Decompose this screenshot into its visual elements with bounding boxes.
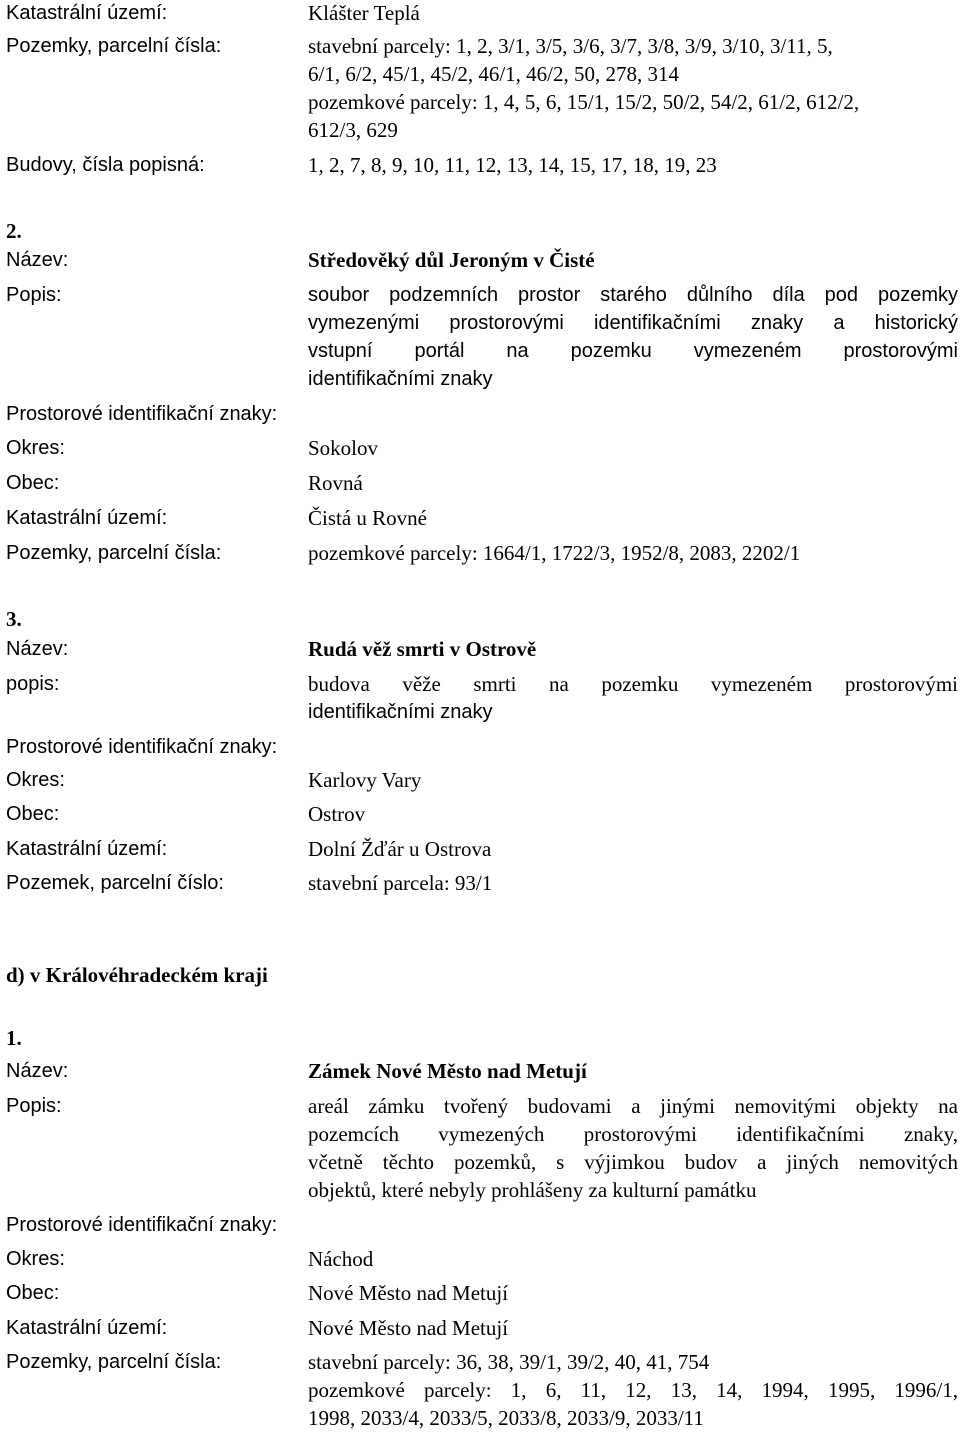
nazev-label: Název: — [6, 1060, 69, 1082]
pozemky-value: pozemkové parcely: 1664/1, 1722/3, 1952/8, 2083, 2202/1 — [308, 541, 801, 565]
obec-value: Nové Město nad Metují — [308, 1281, 509, 1305]
pozemky-line: pozemkové parcely: 1, 4, 5, 6, 15/1, 15/2, 50/2, 54/2, 61/2, 612/2, — [308, 90, 860, 114]
popis-line: soubor podzemních prostor starého důlního díla pod pozemky — [308, 284, 958, 306]
pozemky-line: stavební parcely: 36, 38, 39/1, 39/2, 40, 41, 754 — [308, 1350, 710, 1374]
pozemky-label: Pozemky, parcelní čísla: — [6, 35, 222, 57]
pozemky-line: 612/3, 629 — [308, 118, 398, 142]
item-number: 1. — [6, 1026, 22, 1050]
section-heading: d) v Královéhradeckém kraji — [6, 963, 268, 987]
nazev-label: Název: — [6, 249, 69, 271]
obec-label: Obec: — [6, 472, 60, 494]
katastralni-label: Katastrální území: — [6, 2, 168, 24]
popis-line: areál zámku tvořený budovami a jinými nemovitými objekty na — [308, 1094, 958, 1118]
popis-line: identifikačními znaky — [308, 368, 493, 390]
popis-label: Popis: — [6, 1095, 62, 1117]
budovy-value: 1, 2, 7, 8, 9, 10, 11, 12, 13, 14, 15, 17, 18, 19, 23 — [308, 153, 717, 177]
obec-value: Ostrov — [308, 802, 366, 826]
pozemek-label: Pozemek, parcelní číslo: — [6, 872, 224, 894]
obec-label: Obec: — [6, 803, 60, 825]
prostorove-label: Prostorové identifikační znaky: — [6, 1214, 278, 1236]
nazev-label: Název: — [6, 638, 69, 660]
katastralni-value: Klášter Teplá — [308, 1, 420, 25]
katastralni-label: Katastrální území: — [6, 1317, 168, 1339]
okres-label: Okres: — [6, 1248, 65, 1270]
obec-value: Rovná — [308, 471, 363, 495]
katastralni-label: Katastrální území: — [6, 838, 168, 860]
katastralni-label: Katastrální území: — [6, 507, 168, 529]
popis-line: objektů, které nebyly prohlášeny za kulturní památku — [308, 1178, 757, 1202]
popis-line: vymezenými prostorovými identifikačními znaky a historický — [308, 312, 958, 334]
popis-line: identifikačními znaky — [308, 701, 493, 723]
pozemky-line: pozemkové parcely: 1, 6, 11, 12, 13, 14, 1994, 1995, 1996/1, — [308, 1378, 958, 1402]
katastralni-value: Dolní Žďár u Ostrova — [308, 837, 492, 861]
okres-value: Sokolov — [308, 436, 379, 460]
okres-label: Okres: — [6, 437, 65, 459]
okres-value: Náchod — [308, 1247, 374, 1271]
pozemky-label: Pozemky, parcelní čísla: — [6, 542, 222, 564]
popis-line: budova věže smrti na pozemku vymezeném prostorovými — [308, 672, 958, 696]
budovy-label: Budovy, čísla popisná: — [6, 154, 205, 176]
pozemky-line: 1998, 2033/4, 2033/5, 2033/8, 2033/9, 2033/11 — [308, 1406, 704, 1430]
item-number: 2. — [6, 219, 22, 243]
popis-label: popis: — [6, 673, 60, 695]
katastralni-value: Nové Město nad Metují — [308, 1316, 509, 1340]
popis-line: včetně těchto pozemků, s výjimkou budov a jiných nemovitých — [308, 1150, 958, 1174]
katastralni-value: Čistá u Rovné — [308, 506, 427, 530]
pozemek-value: stavební parcela: 93/1 — [308, 871, 493, 895]
nazev-value: Středověký důl Jeroným v Čisté — [308, 248, 595, 272]
popis-line: vstupní portál na pozemku vymezeném prostorovými — [308, 340, 958, 362]
okres-label: Okres: — [6, 769, 65, 791]
nazev-value: Rudá věž smrti v Ostrově — [308, 637, 537, 661]
prostorove-label: Prostorové identifikační znaky: — [6, 736, 278, 758]
pozemky-label: Pozemky, parcelní čísla: — [6, 1351, 222, 1373]
popis-line: pozemcích vymezených prostorovými identifikačními znaky, — [308, 1122, 958, 1146]
pozemky-line: stavební parcely: 1, 2, 3/1, 3/5, 3/6, 3/7, 3/8, 3/9, 3/10, 3/11, 5, — [308, 34, 833, 58]
okres-value: Karlovy Vary — [308, 768, 422, 792]
prostorove-label: Prostorové identifikační znaky: — [6, 403, 278, 425]
popis-label: Popis: — [6, 284, 62, 306]
pozemky-line: 6/1, 6/2, 45/1, 45/2, 46/1, 46/2, 50, 278, 314 — [308, 62, 680, 86]
nazev-value: Zámek Nové Město nad Metují — [308, 1059, 587, 1083]
obec-label: Obec: — [6, 1282, 60, 1304]
item-number: 3. — [6, 607, 22, 631]
